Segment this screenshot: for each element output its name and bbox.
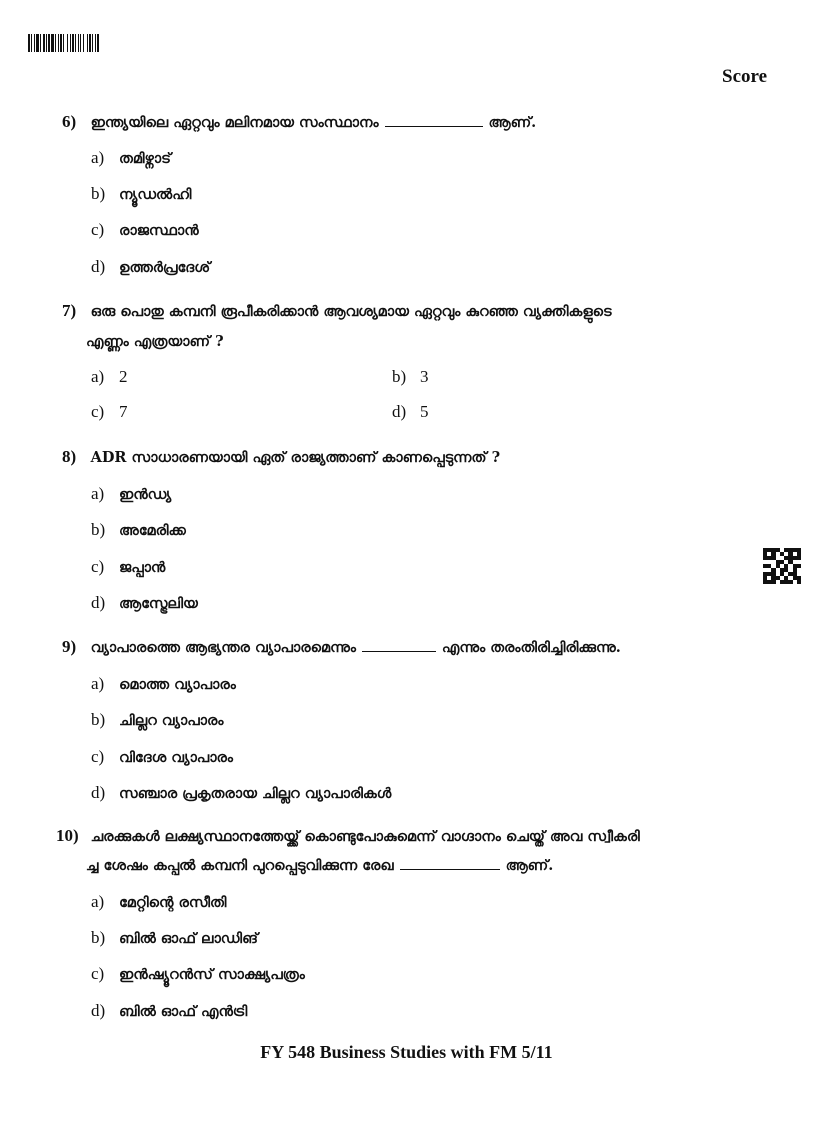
option-9d: d) സഞ്ചാര പ്രകൃതരായ ചില്ലറ വ്യാപാരികൾ (91, 783, 392, 802)
score-label: Score (722, 66, 768, 87)
question-stem: ചരക്കുകൾ ലക്ഷ്യസ്ഥാനത്തേയ്ക്ക് കൊണ്ടുപോകുമെന്ന് വാഗ്ദാനം ചെയ്ത് അവ സ്വീകരി (90, 828, 640, 845)
question-stem: ഇന്ത്യയിലെ ഏറ്റവും മലിനമായ സംസ്ഥാനം (90, 114, 379, 131)
question-stem-line2: എണ്ണം എത്രയാണ് ? (86, 333, 224, 350)
barcode (28, 34, 150, 52)
question-number: 9) (62, 637, 77, 656)
option-6d: d) ഉത്തർപ്രദേശ് (91, 257, 211, 276)
question-9 (62, 637, 621, 658)
page-footer: FY 548 Business Studies with FM 5/11 (260, 1042, 553, 1062)
option-10b: b) ബിൽ ഓഫ് ലാഡിങ് (91, 928, 258, 947)
question-stem-end: ആണ്. (488, 114, 537, 131)
option-10d: d) ബിൽ ഓഫ് എൻട്രി (91, 1001, 248, 1020)
question-stem-line2: ച്ച ശേഷം കപ്പൽ കമ്പനി പുറപ്പെടുവിക്കുന്ന രേഖ ആണ്. (86, 857, 554, 874)
option-10a: a) മേറ്റിന്റെ രസീതി (91, 892, 227, 911)
question-10 (56, 826, 776, 876)
option-7b: b) 3 (392, 367, 429, 386)
question-number: 10) (56, 826, 79, 845)
question-number: 7) (62, 301, 77, 320)
option-7d: d) 5 (392, 402, 429, 421)
option-9b: b) ചില്ലറ വ്യാപാരം (91, 710, 224, 729)
option-6b: b) ന്യൂഡൽഹി (91, 184, 192, 203)
option-8c: c) ജപ്പാൻ (91, 557, 166, 576)
answer-blank (385, 112, 483, 127)
question-stem: വ്യാപാരത്തെ ആഭ്യന്തര വ്യാപാരമെന്നും (90, 639, 356, 656)
question-7 (62, 301, 762, 352)
question-stem: ഒരു പൊതു കമ്പനി രൂപീകരിക്കാൻ ആവശ്യമായ ഏറ്റവും കുറഞ്ഞ വ്യക്തികളുടെ (90, 303, 612, 320)
question-number: 6) (62, 112, 77, 131)
option-7c: c) 7 (91, 402, 128, 421)
qr-code (763, 548, 801, 584)
option-6a: a) തമിഴ്നാട് (91, 148, 171, 167)
question-stem-end: എന്നും തരംതിരിച്ചിരിക്കുന്നു. (441, 639, 621, 656)
barcode-bar (99, 34, 100, 52)
option-6c: c) രാജസ്ഥാൻ (91, 220, 199, 239)
answer-blank (400, 855, 500, 870)
option-8a: a) ഇൻഡ്യ (91, 484, 172, 503)
option-8b: b) അമേരിക്ക (91, 520, 186, 539)
option-8d: d) ആസ്ട്രേലിയ (91, 593, 198, 612)
option-9c: c) വിദേശ വ്യാപാരം (91, 747, 233, 766)
question-number: 8) (62, 447, 77, 466)
question-8 (62, 447, 500, 468)
option-7a: a) 2 (91, 367, 128, 386)
qr-module (797, 580, 801, 584)
question-stem: ADR സാധാരണയായി ഏത് രാജ്യത്താണ് കാണപ്പെടുന്നത് ? (90, 449, 501, 466)
question-6 (62, 112, 536, 133)
answer-blank (362, 637, 436, 652)
option-10c: c) ഇൻഷ്യൂറൻസ് സാക്ഷ്യപത്രം (91, 964, 305, 983)
option-9a: a) മൊത്ത വ്യാപാരം (91, 674, 236, 693)
